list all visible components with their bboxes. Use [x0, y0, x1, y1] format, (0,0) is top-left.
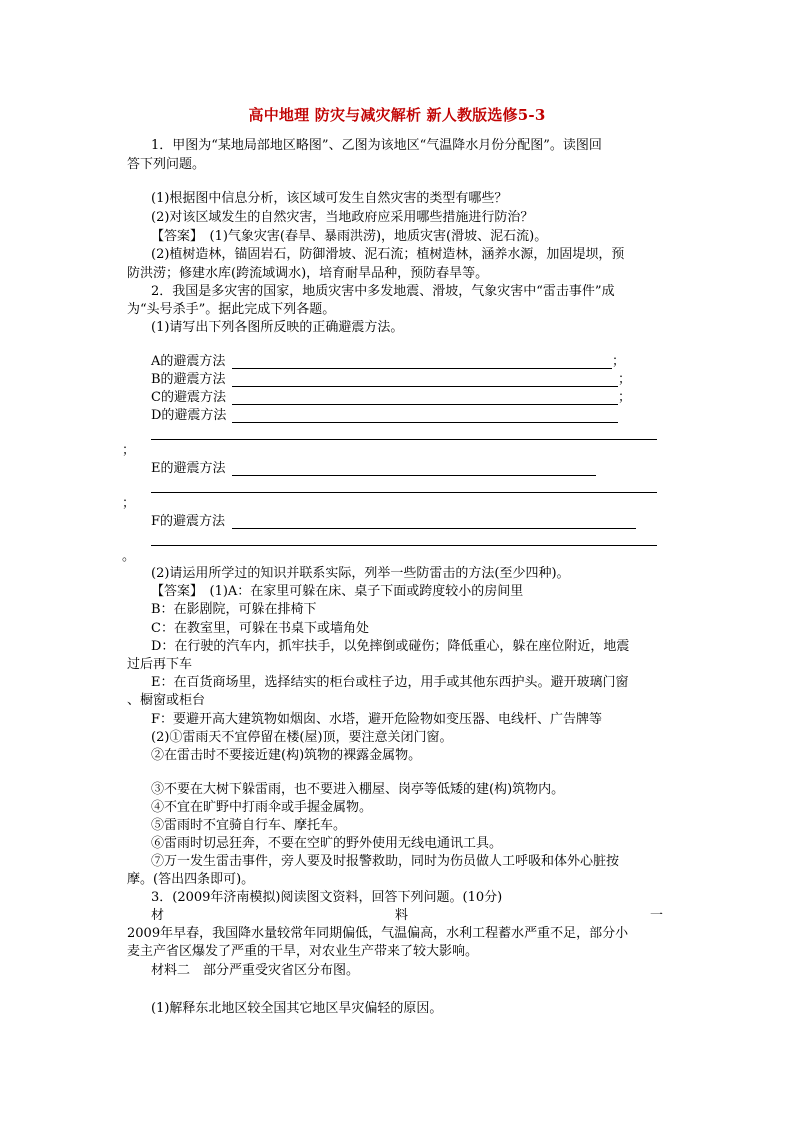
method-a-answer-line [232, 368, 612, 369]
method-b-answer-line [232, 386, 618, 387]
document-title: 高中地理 防灾与减灾解析 新人教版选修5-3 [248, 106, 546, 124]
method-e-answer-line-1 [232, 475, 596, 476]
method-d-label: D的避震方法 [151, 408, 227, 423]
q2-answer-d-line2: 过后再下车 [127, 657, 193, 672]
method-a-label: A的避震方法 [151, 354, 226, 369]
q1-stem-line2: 答下列问题。 [127, 157, 206, 172]
method-f-label: F的避震方法 [151, 514, 226, 529]
q1-answer-line2: (2)植树造林，锚固岩石，防御滑坡、泥石流；植树造林，涵养水源，加固堤坝，预 [151, 247, 625, 262]
q3-material2: 材料二 部分严重受灾省区分布图。 [151, 963, 360, 978]
q2-sub1: (1)请写出下列各图所反映的正确避震方法。 [151, 320, 404, 335]
q1-stem-line1: 1．甲图为“某地局部地区略图”、乙图为该地区“气温降水月份分配图”。读图回 [151, 138, 602, 153]
q2-lightning-answer-7-line2: 摩。(答出四条即可)。 [127, 872, 255, 887]
method-e-answer-line-2 [151, 492, 657, 493]
q2-lightning-answer-4: ④不宜在旷野中打雨伞或手握金属物。 [151, 800, 373, 815]
q2-stem-line1: 2．我国是多灾害的国家，地质灾害中多发地震、滑坡，气象灾害中“雷击事件”成 [151, 284, 615, 299]
q2-answer-a: 【答案】 (1)A：在家里可躲在床、桌子下面或跨度较小的房间里 [151, 584, 524, 599]
q1-sub2: (2)对该区域发生的自然灾害，当地政府应采用哪些措施进行防治？ [151, 210, 534, 225]
method-c-semicolon: ； [618, 390, 632, 405]
method-f-answer-line-2 [151, 545, 657, 546]
q2-lightning-answer-7-line1: ⑦万一发生雷击事件，旁人要及时报警救助，同时为伤员做人工呼吸和体外心脏按 [151, 854, 620, 869]
q2-answer-e-line2: 、橱窗或柜台 [127, 693, 206, 708]
q1-answer-line3: 防洪涝；修建水库(跨流域调水)，培育耐旱品种，预防春旱等。 [127, 266, 489, 281]
q2-lightning-answer-5: ⑤雷雨时不宜骑自行车、摩托车。 [151, 818, 347, 833]
q2-answer-c: C：在教室里，可躲在书桌下或墙角处 [151, 621, 369, 636]
method-b-label: B的避震方法 [151, 372, 226, 387]
method-b-semicolon: ； [618, 372, 632, 387]
q2-lightning-answer-2: ②在雷击时不要接近建(构)筑物的裸露金属物。 [151, 748, 422, 763]
q1-sub1: (1)根据图中信息分析，该区域可发生自然灾害的类型有哪些？ [151, 191, 508, 206]
q3-sub1: (1)解释东北地区较全国其它地区旱灾偏轻的原因。 [151, 1001, 443, 1016]
q2-lightning-answer-1: (2)①雷雨天不宜停留在楼(屋)顶，要注意关闭门窗。 [151, 730, 453, 745]
q2-lightning-answer-6: ⑥雷雨时切忌狂奔，不要在空旷的野外使用无线电通讯工具。 [151, 836, 503, 851]
q2-sub2: (2)请运用所学过的知识并联系实际，列举一些防雷击的方法(至少四种)。 [151, 566, 570, 581]
q2-answer-e-line1: E：在百货商场里，选择结实的柜台或柱子边，用手或其他东西护头。避开玻璃门窗 [151, 675, 629, 690]
q1-answer-line1: 【答案】 (1)气象灾害(春旱、暴雨洪涝)，地质灾害(滑坡、泥石流)。 [151, 229, 548, 244]
method-e-semicolon: ； [122, 496, 136, 511]
q3-material1-char2: 料 [395, 908, 409, 923]
method-a-semicolon: ； [612, 354, 626, 369]
q2-answer-f: F：要避开高大建筑物如烟囱、水塔，避开危险物如变压器、电线杆、广告牌等 [151, 712, 603, 727]
q3-stem: 3．(2009年济南模拟)阅读图文资料，回答下列问题。(10分) [151, 890, 503, 905]
q2-answer-d-line1: D：在行驶的汽车内，抓牢扶手，以免摔倒或碰伤；降低重心，躲在座位附近，地震 [151, 639, 630, 654]
q3-material1-char3: 一 [650, 908, 664, 923]
method-d-answer-line-1 [232, 422, 618, 423]
q2-lightning-answer-3: ③不要在大树下躲雷雨，也不要进入棚屋、岗亭等低矮的建(构)筑物内。 [151, 782, 565, 797]
method-d-answer-line-2 [151, 439, 657, 440]
method-c-label: C的避震方法 [151, 390, 226, 405]
method-f-answer-line-1 [232, 528, 636, 529]
q3-material1-char1: 材 [151, 908, 165, 923]
method-c-answer-line [232, 404, 618, 405]
q2-stem-line2: 为“头号杀手”。据此完成下列各题。 [127, 302, 336, 317]
method-f-period: 。 [122, 549, 136, 564]
method-e-label: E的避震方法 [151, 461, 226, 476]
q3-material1-line2: 2009年早春，我国降水量较常年同期偏低，气温偏高，水利工程蓄水严重不足，部分小 [127, 926, 629, 941]
q3-material1-line3: 麦主产省区爆发了严重的干旱，对农业生产带来了较大影响。 [127, 944, 479, 959]
q2-answer-b: B：在影剧院，可躲在排椅下 [151, 602, 317, 617]
method-d-semicolon: ； [122, 443, 136, 458]
